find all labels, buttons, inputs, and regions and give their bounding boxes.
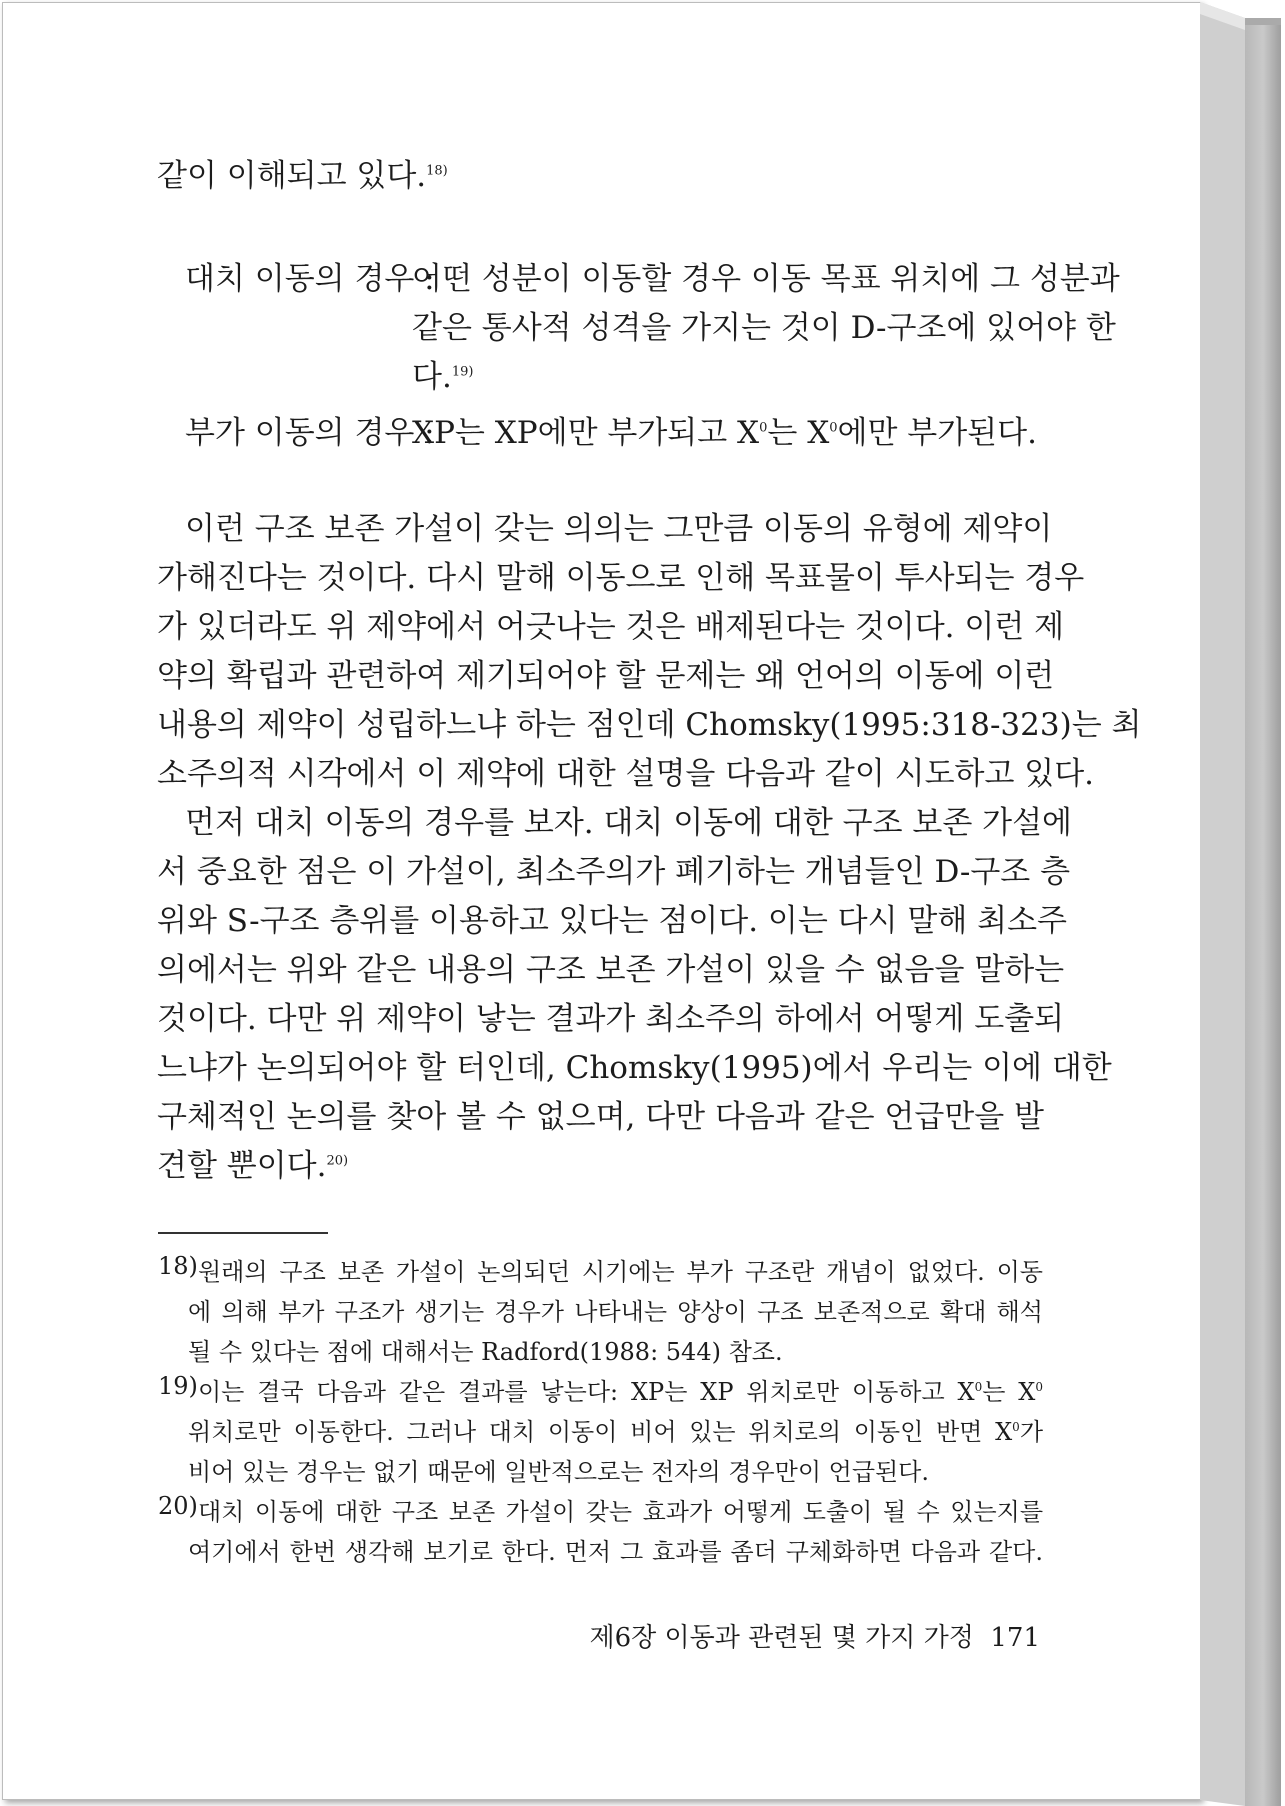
- paragraph-line: 소주의적 시각에서 이 제약에 대한 설명을 다음과 같이 시도하고 있다.: [157, 756, 1095, 792]
- definition-line: XP는 XP에만 부가되고 $X^0$는 $X^0$에만 부가된다.: [412, 415, 1037, 451]
- footnote-number-18: 18): [158, 1252, 198, 1280]
- definition-term-adjunction: 부가 이동의 경우 :: [185, 415, 435, 451]
- paragraph-line: 구체적인 논의를 찾아 볼 수 없으며, 다만 다음과 같은 언급만을 발: [157, 1099, 1044, 1135]
- footnote-ref-19[interactable]: 19): [451, 364, 474, 380]
- footnote-separator: [158, 1232, 328, 1234]
- footnote-line: 대치 이동에 대한 구조 보존 가설이 갖는 효과가 어떻게 도출이 될 수 있는지를: [198, 1498, 1043, 1526]
- footnote-line: 위치로만 이동한다. 그러나 대치 이동이 비어 있는 위치로의 이동인 반면 X$^0$가: [188, 1418, 1043, 1446]
- paragraph-line: 이런 구조 보존 가설이 갖는 의의는 그만큼 이동의 유형에 제약이: [185, 511, 1053, 547]
- definition-line: 어떤 성분이 이동할 경우 이동 목표 위치에 그 성분과: [412, 261, 1120, 297]
- paragraph-line: 위와 S-구조 층위를 이용하고 있다는 점이다. 이는 다시 말해 최소주: [157, 903, 1067, 939]
- chapter-title: 제6장 이동과 관련된 몇 가지 가정: [589, 1623, 974, 1653]
- footnote-line: 원래의 구조 보존 가설이 논의되던 시기에는 부가 구조란 개념이 없었다. 이동: [198, 1258, 1043, 1286]
- paragraph-line: 것이다. 다만 위 제약이 낳는 결과가 최소주의 하에서 어떻게 도출되: [157, 1001, 1065, 1037]
- book-spine: [1200, 0, 1285, 1806]
- definition-line: 같은 통사적 성격을 가지는 것이 D-구조에 있어야 한: [412, 310, 1116, 346]
- footnote-number-19: 19): [158, 1372, 198, 1400]
- definition-line: 다.$^{19)}$: [412, 359, 474, 395]
- definition-term-substitution: 대치 이동의 경우 :: [185, 261, 435, 297]
- paragraph-line: 서 중요한 점은 이 가설이, 최소주의가 폐기하는 개념들인 D-구조 층: [157, 854, 1071, 890]
- paragraph-line: 의에서는 위와 같은 내용의 구조 보존 가설이 있을 수 없음을 말하는: [157, 952, 1065, 988]
- footnote-line: 이는 결국 다음과 같은 결과를 낳는다: XP는 XP 위치로만 이동하고 X$^0$는 X$^0$: [198, 1378, 1043, 1406]
- footnote-line: 여기에서 한번 생각해 보기로 한다. 먼저 그 효과를 좀더 구체화하면 다음과 같다.: [188, 1538, 1043, 1566]
- paragraph-line: 가해진다는 것이다. 다시 말해 이동으로 인해 목표물이 투사되는 경우: [157, 560, 1085, 596]
- paragraph-line: 견할 뿐이다.$^{20)}$: [157, 1148, 349, 1184]
- paragraph-line: 가 있더라도 위 제약에서 어긋나는 것은 배제된다는 것이다. 이런 제: [157, 609, 1065, 645]
- paragraph-line: 약의 확립과 관련하여 제기되어야 할 문제는 왜 언어의 이동에 이런: [157, 658, 1055, 694]
- opening-line: 같이 이해되고 있다.$^{18)}$: [157, 158, 448, 194]
- running-footer: [589, 1617, 1040, 1654]
- page-number: 171: [990, 1623, 1040, 1653]
- paragraph-line: 느냐가 논의되어야 할 터인데, Chomsky(1995)에서 우리는 이에 대한: [157, 1050, 1112, 1086]
- paragraph-line: 먼저 대치 이동의 경우를 보자. 대치 이동에 대한 구조 보존 가설에: [185, 805, 1072, 841]
- footnote-line: 비어 있는 경우는 없기 때문에 일반적으로는 전자의 경우만이 언급된다.: [188, 1458, 929, 1486]
- footnote-line: 에 의해 부가 구조가 생기는 경우가 나타내는 양상이 구조 보존적으로 확대 해석: [188, 1298, 1043, 1326]
- paragraph-line: 내용의 제약이 성립하느냐 하는 점인데 Chomsky(1995:318-323)는 최: [157, 707, 1142, 743]
- footnote-ref-18[interactable]: 18): [426, 163, 448, 179]
- footnote-line: 될 수 있다는 점에 대해서는 Radford(1988: 544) 참조.: [188, 1338, 783, 1366]
- footnote-ref-20[interactable]: 20): [326, 1153, 349, 1169]
- footnote-number-20: 20): [158, 1492, 198, 1520]
